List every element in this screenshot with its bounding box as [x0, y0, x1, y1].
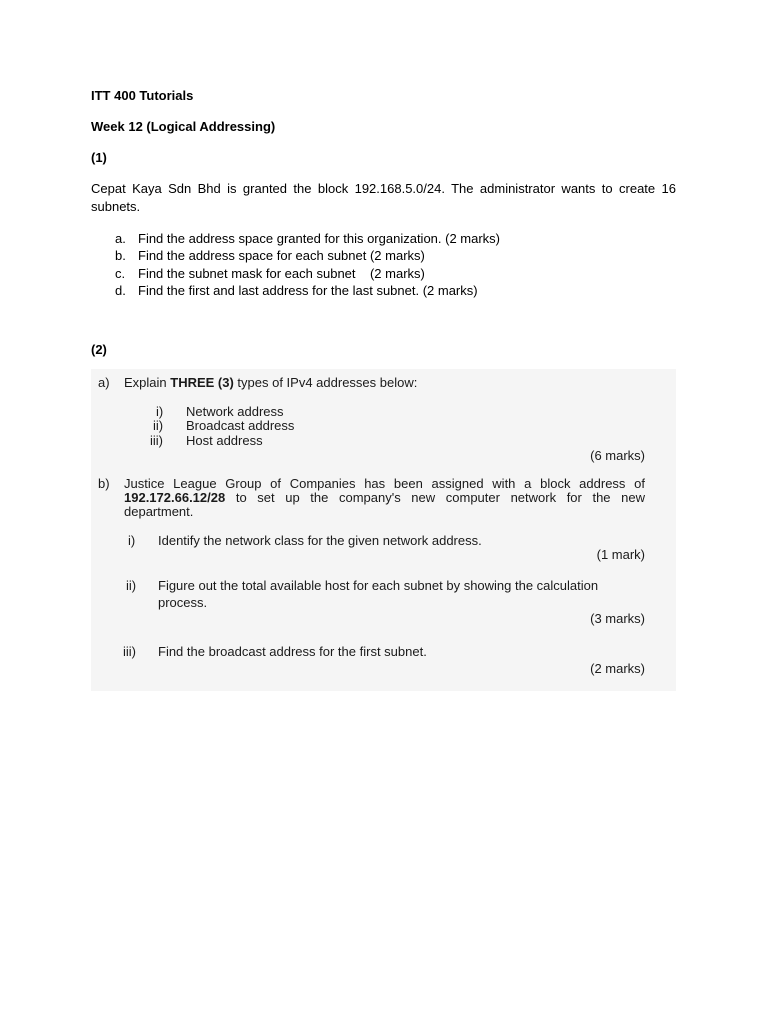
q1-item-d-label: d. [115, 283, 126, 298]
q2-b-sub-iii-marks: (2 marks) [590, 661, 645, 676]
q2-a-sub-i-label: i) [156, 404, 164, 419]
q2-b-line1: Justice League Group of Companies has been assigned with a block address of [124, 476, 645, 491]
document-title: ITT 400 Tutorials [91, 88, 194, 103]
q2-a-sub-iii-text: Host address [186, 433, 263, 448]
q2-a-text-bold: THREE (3) [170, 375, 234, 390]
q2-b-sub-i-label: i) [128, 533, 136, 548]
q2-a-marks: (6 marks) [590, 448, 645, 463]
q2-a-text-post: types of IPv4 addresses below: [233, 375, 418, 390]
q2-b-sub-ii-marks: (3 marks) [590, 611, 645, 626]
q1-item-c-label: c. [115, 266, 126, 281]
q1-item-d-text: Find the first and last address for the last subnet. (2 marks) [138, 283, 478, 298]
q2-a-label: a) [98, 375, 110, 390]
q2-b-sub-ii-label: ii) [126, 578, 137, 593]
q2-b-sub-ii-line2: process. [158, 595, 208, 610]
question-1-intro-line2: subnets. [91, 199, 141, 214]
q1-item-a-text: Find the address space granted for this organization. (2 marks) [138, 231, 501, 246]
q1-item-b-text: Find the address space for each subnet (2 marks) [138, 248, 425, 263]
week-heading: Week 12 (Logical Addressing) [91, 119, 276, 134]
question-2-scanned-panel [91, 369, 676, 691]
q1-item-b-label: b. [115, 248, 126, 263]
q2-a-question [124, 375, 417, 390]
q2-a-sub-ii-label: ii) [153, 418, 164, 433]
q2-a-sub-ii-text: Broadcast address [186, 418, 295, 433]
q2-b-sub-i-marks: (1 mark) [596, 547, 645, 562]
question-1-intro-line1: Cepat Kaya Sdn Bhd is granted the block 192.168.5.0/24. The administrator wants to create 16 [91, 181, 676, 196]
q2-b-sub-iii-label: iii) [123, 644, 136, 659]
q2-b-sub-i-text: Identify the network class for the given network address. [158, 533, 482, 548]
q1-item-c-text: Find the subnet mask for each subnet (2 marks) [138, 266, 425, 281]
q2-b-label: b) [98, 476, 110, 491]
q2-b-address: 192.172.66.12/28 [124, 490, 226, 505]
q2-a-sub-iii-label: iii) [150, 433, 163, 448]
question-2-number: (2) [91, 342, 107, 357]
q2-b-sub-ii-line1: Figure out the total available host for each subnet by showing the calculation [158, 578, 599, 593]
question-1-number: (1) [91, 150, 107, 165]
q2-b-line2-rest: to set up the company's new computer network for the new [225, 490, 645, 505]
q2-b-line2 [124, 490, 645, 505]
q2-a-text-pre: Explain [124, 375, 171, 390]
q2-b-line3: department. [124, 504, 194, 519]
q2-a-sub-i-text: Network address [186, 404, 284, 419]
q1-item-a-label: a. [115, 231, 126, 246]
q2-b-sub-iii-text: Find the broadcast address for the first subnet. [158, 644, 427, 659]
